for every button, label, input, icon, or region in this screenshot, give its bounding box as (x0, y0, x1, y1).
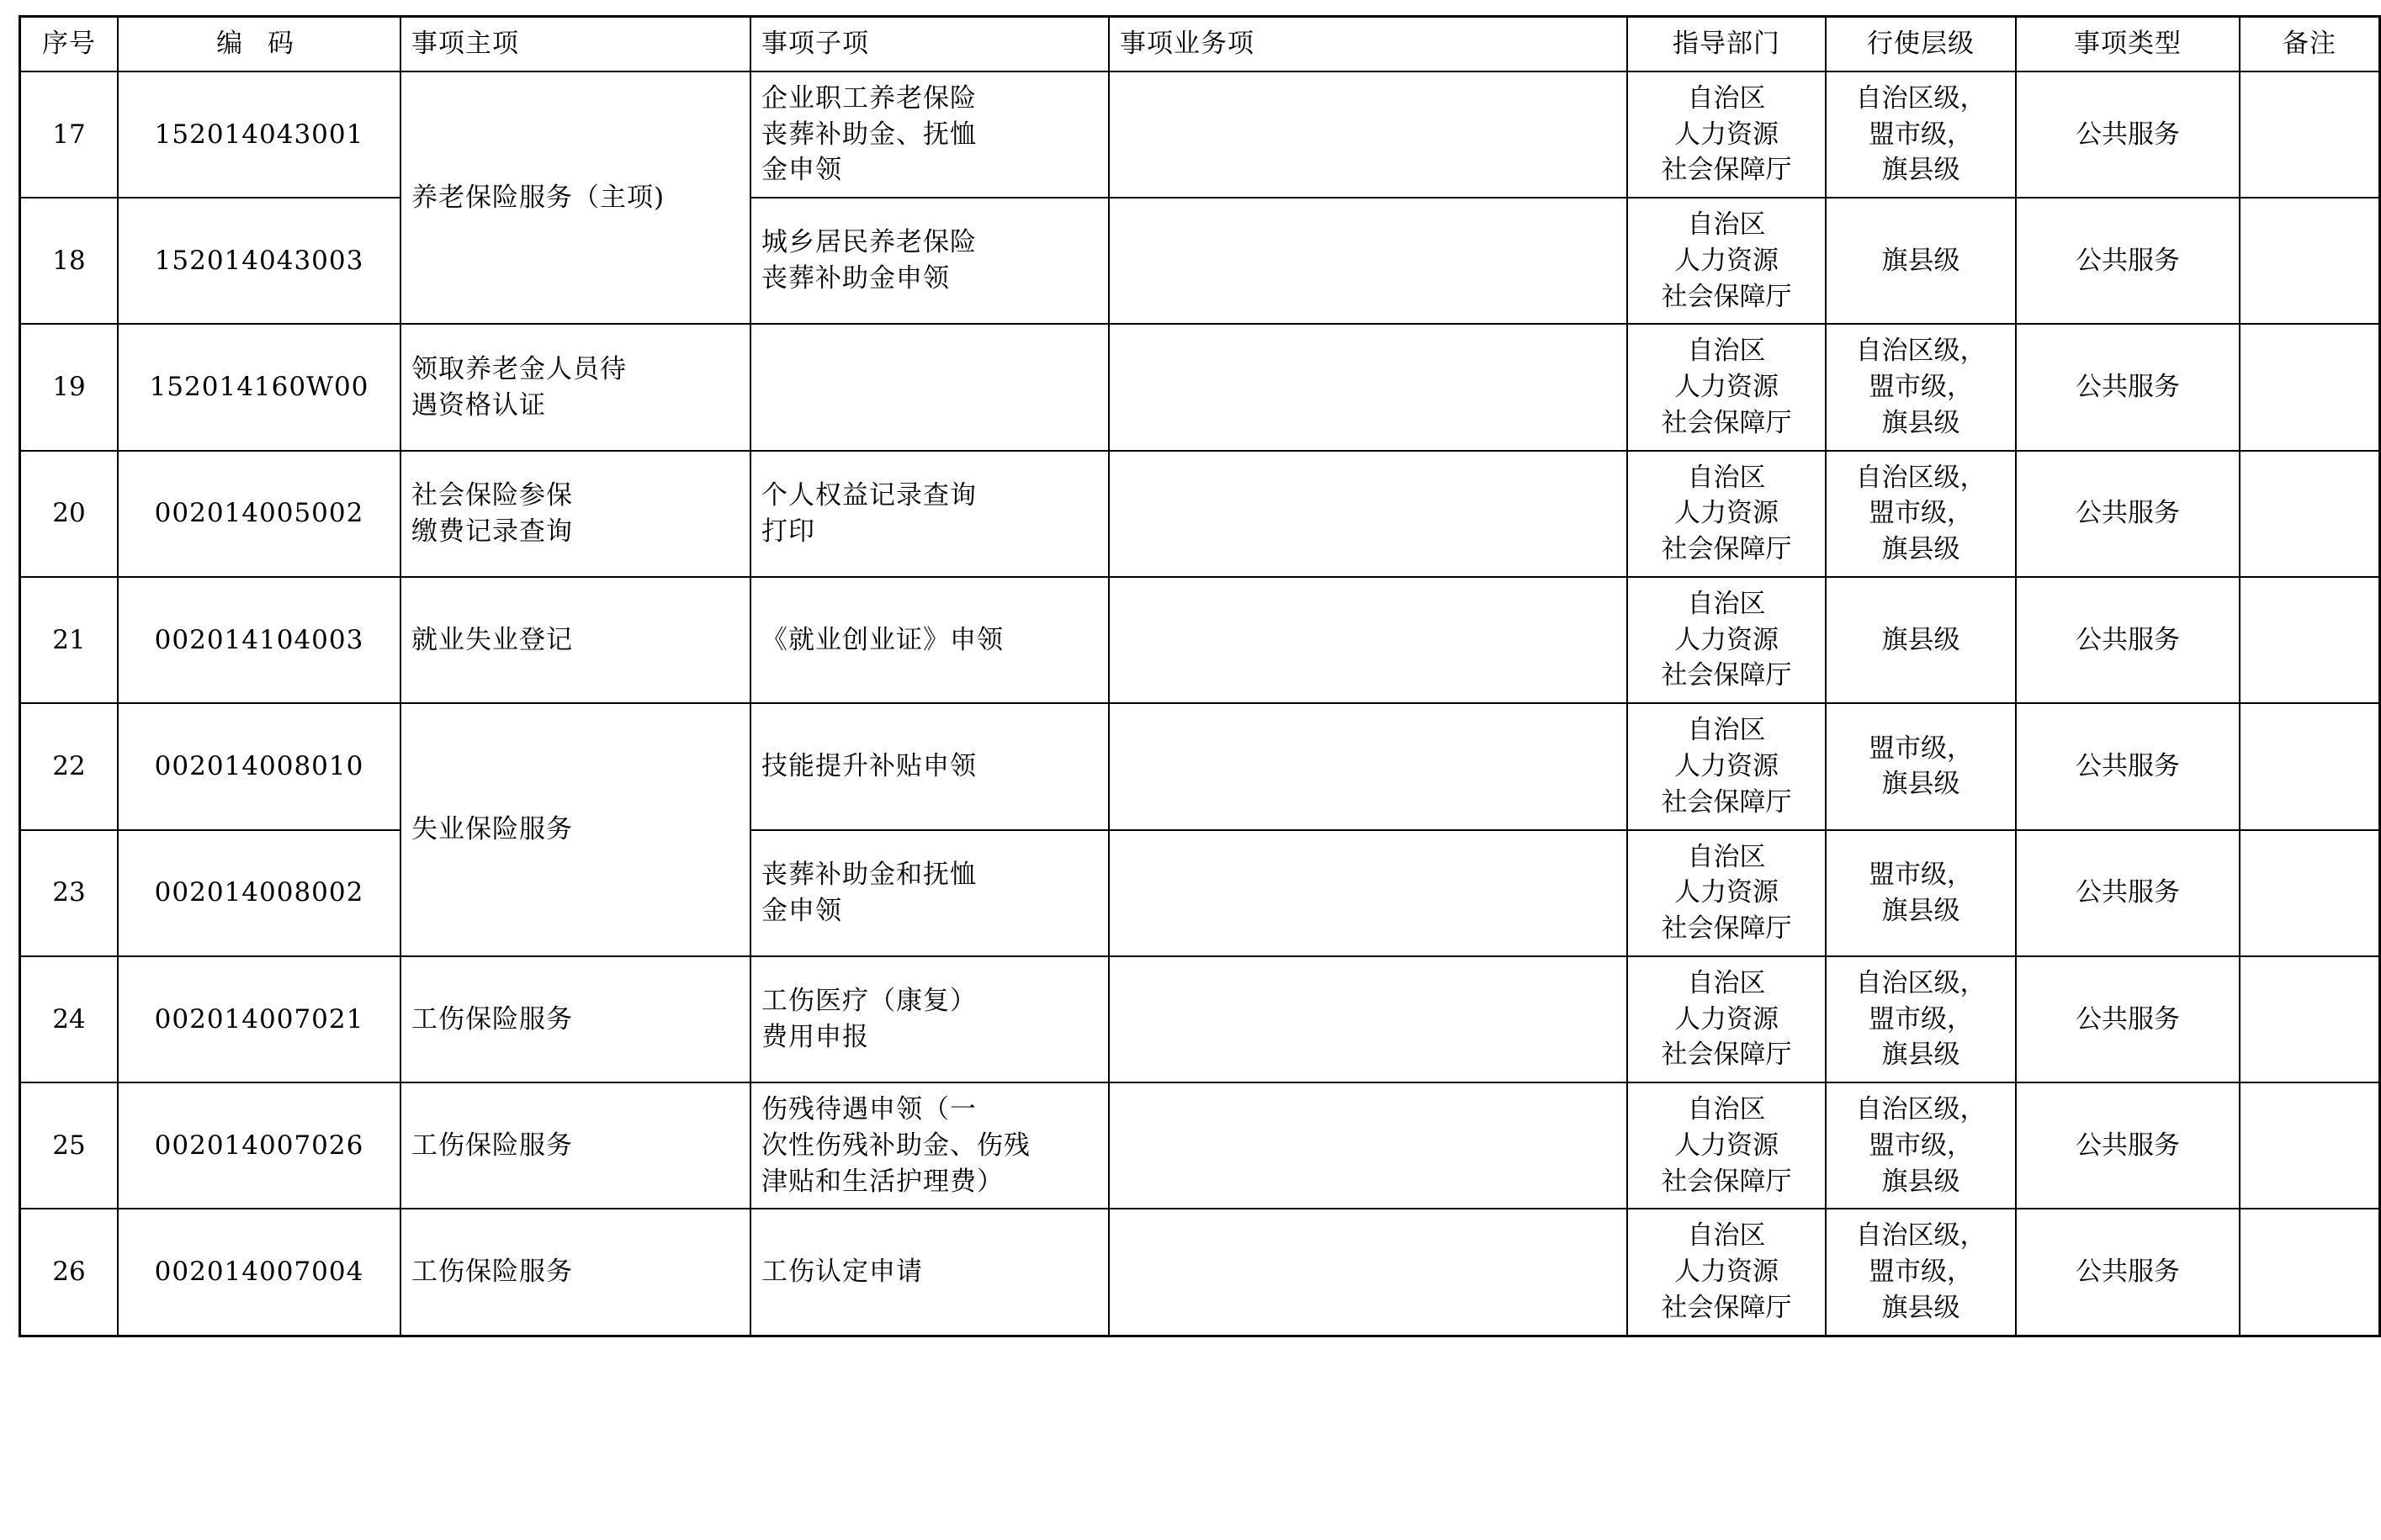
cell-level: 自治区级， 盟市级， 旗县级 (1826, 324, 2016, 450)
table-row (20, 71, 2380, 198)
column-header-dept: 指导部门 (1627, 17, 1826, 71)
cell-dept: 自治区 人力资源 社会保障厅 (1627, 324, 1826, 450)
column-header-main: 事项主项 (400, 17, 750, 71)
cell-main: 就业失业登记 (400, 577, 750, 703)
cell-main-grouped: 失业保险服务 (400, 703, 750, 956)
cell-note (2240, 703, 2380, 829)
cell-type: 公共服务 (2016, 198, 2240, 324)
cell-code: 152014043001 (118, 71, 400, 198)
cell-code: 002014007026 (118, 1082, 400, 1209)
cell-code: 002014007021 (118, 956, 400, 1082)
cell-sub: 技能提升补贴申领 (750, 703, 1109, 829)
cell-level: 自治区级， 盟市级， 旗县级 (1826, 451, 2016, 577)
table-row (20, 1082, 2380, 1209)
cell-sub: 工伤医疗（康复） 费用申报 (750, 956, 1109, 1082)
cell-code: 002014005002 (118, 451, 400, 577)
table-body (20, 71, 2380, 1336)
column-header-note: 备注 (2240, 17, 2380, 71)
cell-seq: 18 (20, 198, 119, 324)
cell-biz (1109, 451, 1627, 577)
cell-level: 自治区级， 盟市级， 旗县级 (1826, 1209, 2016, 1336)
cell-sub (750, 324, 1109, 450)
cell-code: 002014008002 (118, 830, 400, 956)
table-row (20, 830, 2380, 956)
cell-main: 工伤保险服务 (400, 956, 750, 1082)
cell-sub: 伤残待遇申领（一 次性伤残补助金、伤残 津贴和生活护理费） (750, 1082, 1109, 1209)
cell-dept: 自治区 人力资源 社会保障厅 (1627, 198, 1826, 324)
column-header-level: 行使层级 (1826, 17, 2016, 71)
cell-note (2240, 451, 2380, 577)
cell-biz (1109, 324, 1627, 450)
cell-type: 公共服务 (2016, 1082, 2240, 1209)
cell-seq: 25 (20, 1082, 119, 1209)
cell-code: 002014007004 (118, 1209, 400, 1336)
column-header-sub: 事项子项 (750, 17, 1109, 71)
cell-main: 领取养老金人员待 遇资格认证 (400, 324, 750, 450)
table-row (20, 451, 2380, 577)
cell-note (2240, 198, 2380, 324)
cell-note (2240, 1209, 2380, 1336)
cell-code: 002014104003 (118, 577, 400, 703)
cell-type: 公共服务 (2016, 71, 2240, 198)
cell-dept: 自治区 人力资源 社会保障厅 (1627, 451, 1826, 577)
cell-dept: 自治区 人力资源 社会保障厅 (1627, 1209, 1826, 1336)
cell-main: 工伤保险服务 (400, 1082, 750, 1209)
column-header-seq: 序号 (20, 17, 119, 71)
cell-biz (1109, 956, 1627, 1082)
cell-biz (1109, 71, 1627, 198)
cell-note (2240, 577, 2380, 703)
table-header-row (20, 17, 2380, 71)
cell-biz (1109, 198, 1627, 324)
cell-sub: 企业职工养老保险 丧葬补助金、抚恤 金申领 (750, 71, 1109, 198)
column-header-code: 编 码 (118, 17, 400, 71)
cell-level: 旗县级 (1826, 198, 2016, 324)
cell-main-grouped: 养老保险服务（主项) (400, 71, 750, 325)
service-items-table (19, 15, 2381, 1337)
cell-level: 盟市级， 旗县级 (1826, 703, 2016, 829)
cell-level: 自治区级， 盟市级， 旗县级 (1826, 71, 2016, 198)
cell-type: 公共服务 (2016, 577, 2240, 703)
cell-main: 社会保险参保 缴费记录查询 (400, 451, 750, 577)
cell-sub: 工伤认定申请 (750, 1209, 1109, 1336)
column-header-biz: 事项业务项 (1109, 17, 1627, 71)
cell-seq: 21 (20, 577, 119, 703)
table-row (20, 577, 2380, 703)
cell-biz (1109, 577, 1627, 703)
cell-dept: 自治区 人力资源 社会保障厅 (1627, 830, 1826, 956)
cell-code: 152014043003 (118, 198, 400, 324)
cell-biz (1109, 1082, 1627, 1209)
cell-seq: 26 (20, 1209, 119, 1336)
cell-code: 002014008010 (118, 703, 400, 829)
column-header-type: 事项类型 (2016, 17, 2240, 71)
cell-type: 公共服务 (2016, 451, 2240, 577)
cell-level: 盟市级， 旗县级 (1826, 830, 2016, 956)
cell-note (2240, 71, 2380, 198)
cell-level: 自治区级， 盟市级， 旗县级 (1826, 1082, 2016, 1209)
cell-biz (1109, 1209, 1627, 1336)
cell-dept: 自治区 人力资源 社会保障厅 (1627, 956, 1826, 1082)
cell-dept: 自治区 人力资源 社会保障厅 (1627, 71, 1826, 198)
cell-sub: 城乡居民养老保险 丧葬补助金申领 (750, 198, 1109, 324)
cell-note (2240, 1082, 2380, 1209)
cell-type: 公共服务 (2016, 956, 2240, 1082)
cell-seq: 17 (20, 71, 119, 198)
cell-sub: 《就业创业证》申领 (750, 577, 1109, 703)
cell-dept: 自治区 人力资源 社会保障厅 (1627, 577, 1826, 703)
table-row (20, 956, 2380, 1082)
cell-level: 自治区级， 盟市级， 旗县级 (1826, 956, 2016, 1082)
cell-type: 公共服务 (2016, 830, 2240, 956)
cell-note (2240, 956, 2380, 1082)
table-row (20, 324, 2380, 450)
cell-biz (1109, 703, 1627, 829)
cell-biz (1109, 830, 1627, 956)
cell-type: 公共服务 (2016, 703, 2240, 829)
table-row (20, 703, 2380, 829)
cell-note (2240, 324, 2380, 450)
cell-seq: 19 (20, 324, 119, 450)
cell-note (2240, 830, 2380, 956)
cell-seq: 23 (20, 830, 119, 956)
cell-seq: 22 (20, 703, 119, 829)
cell-type: 公共服务 (2016, 324, 2240, 450)
table-row (20, 1209, 2380, 1336)
cell-code: 152014160W00 (118, 324, 400, 450)
cell-sub: 丧葬补助金和抚恤 金申领 (750, 830, 1109, 956)
cell-seq: 20 (20, 451, 119, 577)
cell-level: 旗县级 (1826, 577, 2016, 703)
cell-sub: 个人权益记录查询 打印 (750, 451, 1109, 577)
table-row (20, 198, 2380, 324)
cell-main: 工伤保险服务 (400, 1209, 750, 1336)
cell-seq: 24 (20, 956, 119, 1082)
cell-type: 公共服务 (2016, 1209, 2240, 1336)
table-header (20, 17, 2380, 71)
cell-dept: 自治区 人力资源 社会保障厅 (1627, 703, 1826, 829)
cell-dept: 自治区 人力资源 社会保障厅 (1627, 1082, 1826, 1209)
